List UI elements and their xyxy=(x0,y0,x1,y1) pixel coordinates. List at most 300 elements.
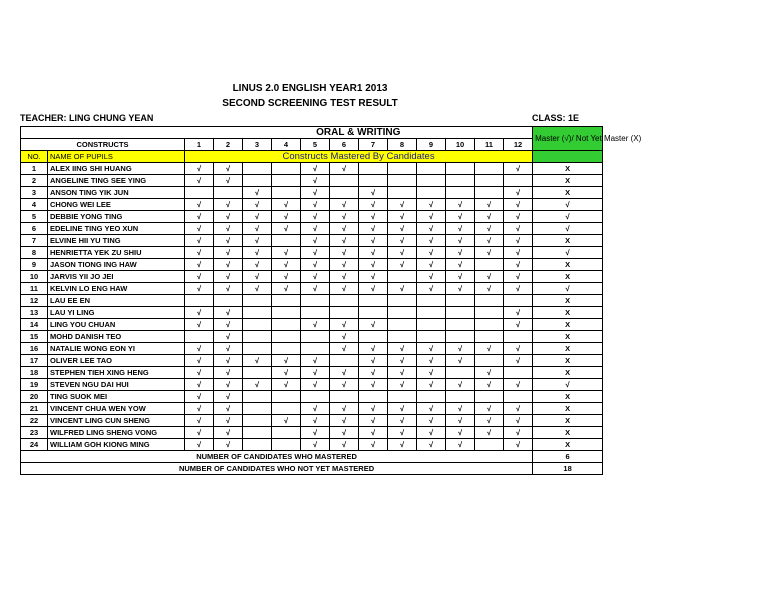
table-row xyxy=(21,331,603,343)
construct-mark: √ xyxy=(301,271,330,283)
summary-label: NUMBER OF CANDIDATES WHO MASTERED xyxy=(21,451,533,463)
mastery-result: X xyxy=(533,427,603,439)
table-row xyxy=(21,391,603,403)
construct-mark xyxy=(301,331,330,343)
pupil-number: 16 xyxy=(21,343,48,355)
mastery-result: X xyxy=(533,403,603,415)
construct-mark: √ xyxy=(272,271,301,283)
construct-mark: √ xyxy=(475,379,504,391)
mastery-result: X xyxy=(533,415,603,427)
construct-number: 10 xyxy=(446,139,475,151)
pupil-number: 24 xyxy=(21,439,48,451)
construct-mark: √ xyxy=(504,307,533,319)
construct-mark xyxy=(475,163,504,175)
construct-mark: √ xyxy=(214,367,243,379)
construct-mark: √ xyxy=(330,211,359,223)
construct-mark: √ xyxy=(475,283,504,295)
construct-mark: √ xyxy=(330,427,359,439)
construct-mark xyxy=(301,343,330,355)
construct-mark: √ xyxy=(272,379,301,391)
mastery-result: X xyxy=(533,307,603,319)
pupil-number: 13 xyxy=(21,307,48,319)
construct-mark: √ xyxy=(388,427,417,439)
construct-mark: √ xyxy=(388,403,417,415)
construct-mark: √ xyxy=(185,343,214,355)
construct-mark: √ xyxy=(388,439,417,451)
summary-row xyxy=(21,463,603,475)
construct-mark: √ xyxy=(504,259,533,271)
mastery-header-cell xyxy=(533,151,603,163)
construct-mark xyxy=(359,307,388,319)
construct-mark xyxy=(388,319,417,331)
construct-mark xyxy=(301,391,330,403)
pupil-number: 22 xyxy=(21,415,48,427)
section-title: ORAL & WRITING xyxy=(185,127,533,139)
construct-mark xyxy=(272,403,301,415)
construct-mark: √ xyxy=(185,439,214,451)
construct-number: 11 xyxy=(475,139,504,151)
construct-mark: √ xyxy=(475,271,504,283)
construct-mark: √ xyxy=(301,319,330,331)
construct-mark xyxy=(504,295,533,307)
construct-mark xyxy=(272,163,301,175)
construct-mark xyxy=(446,331,475,343)
construct-mark: √ xyxy=(417,223,446,235)
construct-mark: √ xyxy=(504,415,533,427)
pupil-number: 17 xyxy=(21,355,48,367)
construct-mark: √ xyxy=(446,211,475,223)
mastery-result: X xyxy=(533,259,603,271)
mastery-result: √ xyxy=(533,211,603,223)
pupil-name: NATALIE WONG EON YI xyxy=(48,343,185,355)
construct-mark: √ xyxy=(417,343,446,355)
construct-mark: √ xyxy=(359,379,388,391)
table-row xyxy=(21,283,603,295)
table-row xyxy=(21,271,603,283)
construct-mark: √ xyxy=(504,223,533,235)
table-row xyxy=(21,307,603,319)
construct-mark: √ xyxy=(243,271,272,283)
pupil-number: 4 xyxy=(21,199,48,211)
construct-number: 4 xyxy=(272,139,301,151)
construct-mark xyxy=(243,319,272,331)
construct-mark xyxy=(359,331,388,343)
construct-mark xyxy=(272,187,301,199)
construct-mark xyxy=(475,175,504,187)
construct-mark xyxy=(243,427,272,439)
construct-mark: √ xyxy=(214,415,243,427)
construct-mark: √ xyxy=(301,427,330,439)
construct-mark xyxy=(301,295,330,307)
construct-mark xyxy=(272,319,301,331)
construct-mark: √ xyxy=(185,283,214,295)
pupil-number: 21 xyxy=(21,403,48,415)
construct-mark: √ xyxy=(301,355,330,367)
pupil-name: LING YOU CHUAN xyxy=(48,319,185,331)
construct-mark xyxy=(330,175,359,187)
construct-mark: √ xyxy=(243,187,272,199)
construct-mark xyxy=(388,331,417,343)
construct-mark: √ xyxy=(388,211,417,223)
pupil-name: EDELINE TING YEO XUN xyxy=(48,223,185,235)
pupil-number: 18 xyxy=(21,367,48,379)
construct-mark: √ xyxy=(214,391,243,403)
pupil-number: 3 xyxy=(21,187,48,199)
construct-mark: √ xyxy=(475,367,504,379)
construct-mark xyxy=(272,427,301,439)
construct-mark xyxy=(243,403,272,415)
construct-mark: √ xyxy=(214,235,243,247)
construct-mark: √ xyxy=(388,259,417,271)
summary-value: 18 xyxy=(533,463,603,475)
construct-mark: √ xyxy=(504,403,533,415)
pupil-name: ANSON TING YIK JUN xyxy=(48,187,185,199)
class-label: CLASS: 1E xyxy=(532,113,580,123)
construct-mark xyxy=(417,295,446,307)
mastery-result: X xyxy=(533,355,603,367)
construct-mark xyxy=(475,259,504,271)
construct-mark xyxy=(243,331,272,343)
construct-mark xyxy=(330,307,359,319)
mastery-result: X xyxy=(533,163,603,175)
pupil-name: ALEX IING SHI HUANG xyxy=(48,163,185,175)
construct-mark: √ xyxy=(504,187,533,199)
construct-mark: √ xyxy=(214,319,243,331)
construct-mark xyxy=(359,295,388,307)
construct-mark: √ xyxy=(446,415,475,427)
pupil-number: 10 xyxy=(21,271,48,283)
construct-mark: √ xyxy=(504,343,533,355)
construct-mark xyxy=(243,307,272,319)
mastery-result: √ xyxy=(533,199,603,211)
table-row xyxy=(21,175,603,187)
construct-mark xyxy=(475,295,504,307)
construct-number: 7 xyxy=(359,139,388,151)
construct-mark: √ xyxy=(417,355,446,367)
construct-number: 1 xyxy=(185,139,214,151)
table-row xyxy=(21,259,603,271)
construct-mark: √ xyxy=(243,223,272,235)
construct-mark xyxy=(417,307,446,319)
construct-mark xyxy=(243,415,272,427)
construct-mark: √ xyxy=(185,379,214,391)
construct-mark: √ xyxy=(214,271,243,283)
construct-mark xyxy=(388,163,417,175)
construct-mark: √ xyxy=(475,199,504,211)
construct-mark xyxy=(446,163,475,175)
pupil-name: CHONG WEI LEE xyxy=(48,199,185,211)
construct-mark: √ xyxy=(359,247,388,259)
construct-mark xyxy=(388,175,417,187)
construct-mark: √ xyxy=(214,247,243,259)
name-header: NAME OF PUPILS xyxy=(48,151,185,163)
table-row xyxy=(21,415,603,427)
construct-mark: √ xyxy=(330,367,359,379)
construct-mark xyxy=(272,343,301,355)
table-row xyxy=(21,163,603,175)
construct-mark: √ xyxy=(185,175,214,187)
table-row xyxy=(21,187,603,199)
mastery-result: X xyxy=(533,367,603,379)
pupil-number: 6 xyxy=(21,223,48,235)
pupil-number: 11 xyxy=(21,283,48,295)
construct-mark: √ xyxy=(417,403,446,415)
pupil-number: 8 xyxy=(21,247,48,259)
construct-mark xyxy=(504,175,533,187)
pupil-number: 7 xyxy=(21,235,48,247)
pupil-number: 19 xyxy=(21,379,48,391)
construct-mark: √ xyxy=(272,259,301,271)
construct-mark: √ xyxy=(243,283,272,295)
construct-mark: √ xyxy=(504,211,533,223)
construct-mark xyxy=(243,295,272,307)
construct-mark: √ xyxy=(185,355,214,367)
construct-mark xyxy=(446,319,475,331)
pupil-number: 2 xyxy=(21,175,48,187)
construct-mark: √ xyxy=(330,343,359,355)
construct-mark: √ xyxy=(504,319,533,331)
construct-mark: √ xyxy=(446,355,475,367)
construct-mark: √ xyxy=(446,247,475,259)
table-row xyxy=(21,439,603,451)
constructs-label: CONSTRUCTS xyxy=(21,139,185,151)
pupil-number: 9 xyxy=(21,259,48,271)
pupil-name: LAU YI LING xyxy=(48,307,185,319)
construct-mark: √ xyxy=(388,199,417,211)
construct-mark: √ xyxy=(243,259,272,271)
mastery-header: Master (√)/ Not Yet Master (X) xyxy=(533,127,603,151)
construct-mark: √ xyxy=(388,283,417,295)
pupil-name: TING SUOK MEI xyxy=(48,391,185,403)
construct-mark: √ xyxy=(417,379,446,391)
construct-mark: √ xyxy=(504,235,533,247)
blank-cell xyxy=(21,127,185,139)
construct-mark xyxy=(388,391,417,403)
construct-mark xyxy=(330,295,359,307)
construct-mark: √ xyxy=(446,283,475,295)
table-row xyxy=(21,427,603,439)
construct-mark: √ xyxy=(214,163,243,175)
construct-mark: √ xyxy=(359,319,388,331)
construct-mark: √ xyxy=(359,415,388,427)
construct-number: 6 xyxy=(330,139,359,151)
construct-mark: √ xyxy=(330,163,359,175)
construct-mark: √ xyxy=(330,283,359,295)
construct-mark: √ xyxy=(359,211,388,223)
construct-number: 3 xyxy=(243,139,272,151)
construct-mark xyxy=(446,391,475,403)
construct-mark: √ xyxy=(388,379,417,391)
construct-mark: √ xyxy=(504,379,533,391)
construct-mark xyxy=(330,187,359,199)
mastery-result: X xyxy=(533,271,603,283)
construct-mark: √ xyxy=(388,415,417,427)
construct-mark: √ xyxy=(417,259,446,271)
construct-mark: √ xyxy=(504,199,533,211)
construct-mark: √ xyxy=(504,247,533,259)
construct-mark: √ xyxy=(272,283,301,295)
construct-mark: √ xyxy=(301,415,330,427)
pupil-number: 12 xyxy=(21,295,48,307)
construct-mark: √ xyxy=(330,403,359,415)
construct-mark: √ xyxy=(214,175,243,187)
construct-mark xyxy=(417,331,446,343)
construct-mark xyxy=(243,391,272,403)
construct-mark: √ xyxy=(504,283,533,295)
construct-mark xyxy=(272,307,301,319)
construct-mark xyxy=(417,319,446,331)
construct-mark: √ xyxy=(185,247,214,259)
construct-mark: √ xyxy=(243,355,272,367)
construct-mark: √ xyxy=(185,211,214,223)
construct-mark xyxy=(388,295,417,307)
construct-mark xyxy=(475,319,504,331)
construct-mark xyxy=(417,187,446,199)
construct-mark: √ xyxy=(330,247,359,259)
construct-mark xyxy=(301,307,330,319)
construct-mark xyxy=(330,355,359,367)
mastery-result: X xyxy=(533,187,603,199)
summary-value: 6 xyxy=(533,451,603,463)
construct-mark xyxy=(417,175,446,187)
construct-mark xyxy=(446,187,475,199)
construct-mark xyxy=(446,295,475,307)
construct-mark: √ xyxy=(446,223,475,235)
construct-mark: √ xyxy=(388,223,417,235)
construct-mark xyxy=(359,175,388,187)
construct-mark: √ xyxy=(185,403,214,415)
construct-mark xyxy=(446,367,475,379)
construct-mark xyxy=(446,307,475,319)
table-row xyxy=(21,223,603,235)
mastery-result: √ xyxy=(533,379,603,391)
construct-mark xyxy=(185,331,214,343)
construct-mark: √ xyxy=(185,307,214,319)
construct-mark xyxy=(214,295,243,307)
construct-mark: √ xyxy=(359,187,388,199)
table-row xyxy=(21,319,603,331)
construct-number: 5 xyxy=(301,139,330,151)
header-row xyxy=(21,151,603,163)
construct-mark xyxy=(330,391,359,403)
pupil-name: ANGELINE TING SEE YING xyxy=(48,175,185,187)
construct-mark xyxy=(272,175,301,187)
construct-mark xyxy=(388,307,417,319)
construct-mark: √ xyxy=(185,271,214,283)
mastery-result: X xyxy=(533,235,603,247)
construct-mark: √ xyxy=(301,235,330,247)
construct-mark: √ xyxy=(185,427,214,439)
construct-mark: √ xyxy=(359,271,388,283)
construct-mark: √ xyxy=(301,367,330,379)
no-header: NO. xyxy=(21,151,48,163)
construct-mark xyxy=(243,175,272,187)
construct-mark xyxy=(475,439,504,451)
construct-mark: √ xyxy=(475,343,504,355)
construct-mark: √ xyxy=(214,307,243,319)
construct-mark xyxy=(243,343,272,355)
construct-mark: √ xyxy=(301,283,330,295)
construct-mark: √ xyxy=(475,403,504,415)
construct-mark: √ xyxy=(359,199,388,211)
construct-mark: √ xyxy=(214,199,243,211)
table-row xyxy=(21,379,603,391)
construct-mark: √ xyxy=(185,235,214,247)
construct-mark: √ xyxy=(417,415,446,427)
construct-mark: √ xyxy=(388,343,417,355)
pupil-number: 5 xyxy=(21,211,48,223)
construct-mark xyxy=(272,235,301,247)
construct-mark xyxy=(475,187,504,199)
construct-mark xyxy=(243,163,272,175)
construct-mark: √ xyxy=(330,235,359,247)
construct-mark: √ xyxy=(359,283,388,295)
table-row xyxy=(21,403,603,415)
construct-mark: √ xyxy=(214,403,243,415)
construct-mark: √ xyxy=(214,343,243,355)
table-row xyxy=(21,367,603,379)
construct-mark: √ xyxy=(417,247,446,259)
mastery-result: X xyxy=(533,343,603,355)
construct-mark: √ xyxy=(330,271,359,283)
table-row xyxy=(21,343,603,355)
report-subtitle: SECOND SCREENING TEST RESULT xyxy=(222,98,398,109)
pupil-name: LAU EE EN xyxy=(48,295,185,307)
construct-mark xyxy=(417,163,446,175)
construct-mark: √ xyxy=(475,247,504,259)
construct-mark xyxy=(185,187,214,199)
construct-mark: √ xyxy=(301,187,330,199)
construct-mark xyxy=(272,331,301,343)
construct-number: 12 xyxy=(504,139,533,151)
pupil-number: 1 xyxy=(21,163,48,175)
construct-mark: √ xyxy=(388,355,417,367)
construct-mark: √ xyxy=(272,415,301,427)
construct-mark: √ xyxy=(214,259,243,271)
construct-mark xyxy=(475,391,504,403)
construct-mark: √ xyxy=(301,211,330,223)
construct-mark xyxy=(388,187,417,199)
construct-mark xyxy=(359,391,388,403)
construct-mark xyxy=(475,331,504,343)
mastery-result: X xyxy=(533,391,603,403)
construct-mark: √ xyxy=(417,367,446,379)
construct-mark: √ xyxy=(330,415,359,427)
construct-mark: √ xyxy=(504,427,533,439)
construct-mark: √ xyxy=(475,415,504,427)
construct-mark xyxy=(243,439,272,451)
construct-mark: √ xyxy=(475,235,504,247)
construct-mark: √ xyxy=(417,235,446,247)
mastery-result: X xyxy=(533,295,603,307)
construct-mark xyxy=(475,307,504,319)
construct-mark: √ xyxy=(446,343,475,355)
construct-mark: √ xyxy=(272,367,301,379)
table-row xyxy=(21,199,603,211)
section-title-row xyxy=(21,127,603,139)
report-title: LINUS 2.0 ENGLISH YEAR1 2013 xyxy=(232,83,388,94)
construct-mark xyxy=(417,391,446,403)
construct-mark: √ xyxy=(185,259,214,271)
construct-mark xyxy=(388,271,417,283)
teacher-label: TEACHER: LING CHUNG YEAN xyxy=(20,113,154,123)
mastery-result: √ xyxy=(533,247,603,259)
construct-mark: √ xyxy=(446,427,475,439)
pupil-name: ELVINE HII YU TING xyxy=(48,235,185,247)
mastery-result: X xyxy=(533,439,603,451)
construct-mark: √ xyxy=(185,415,214,427)
construct-mark: √ xyxy=(214,331,243,343)
